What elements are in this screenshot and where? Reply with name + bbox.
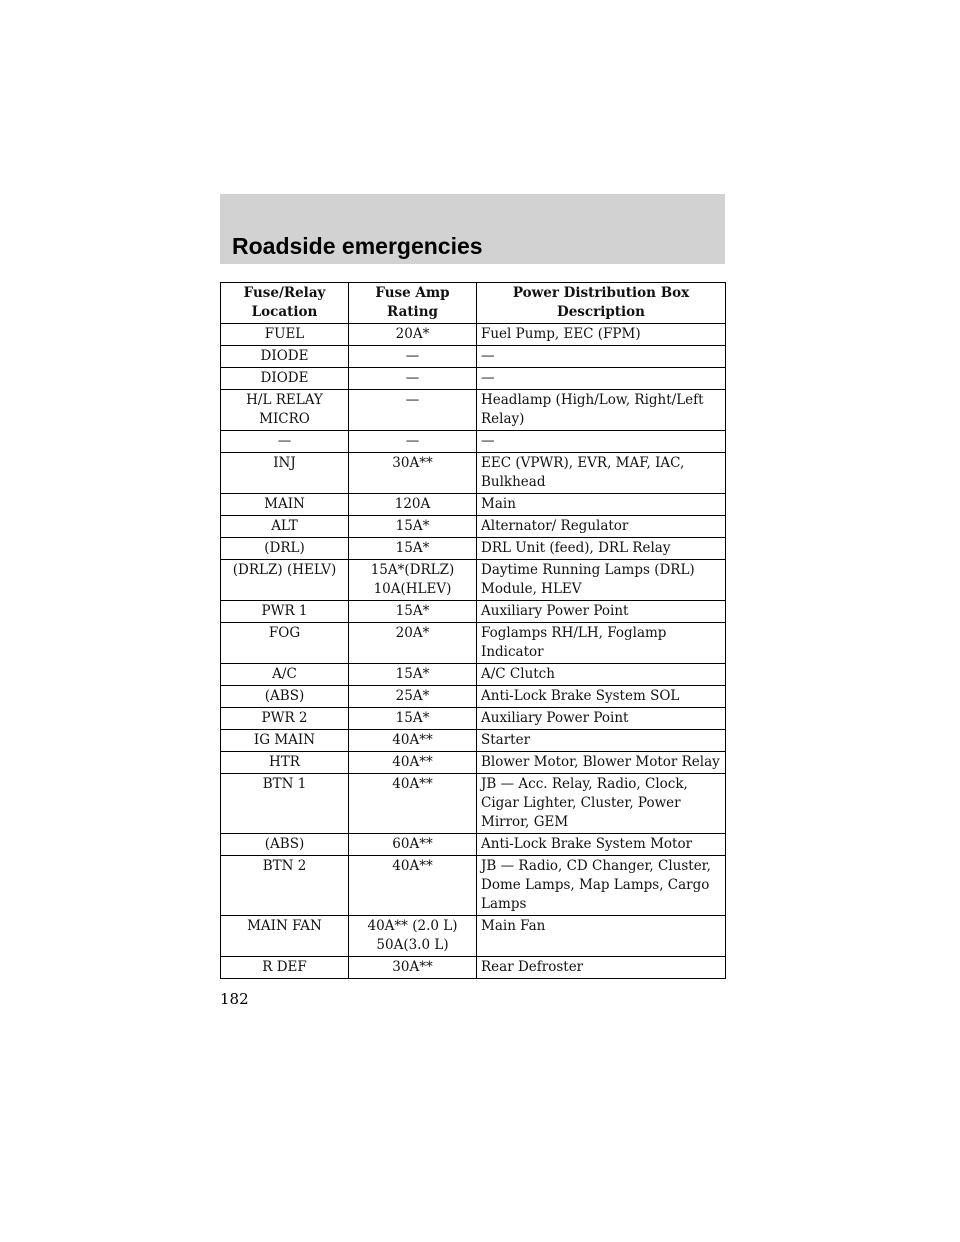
table-row <box>221 538 726 560</box>
fuse-description-cell: Main Fan <box>477 916 726 957</box>
fuse-location-cell: A/C <box>221 664 349 686</box>
fuse-description-cell: — <box>477 431 726 453</box>
fuse-description-cell: Headlamp (High/Low, Right/Left Relay) <box>477 390 726 431</box>
fuse-description-cell: Anti-Lock Brake System SOL <box>477 686 726 708</box>
fuse-location-cell: PWR 2 <box>221 708 349 730</box>
table-row <box>221 560 726 601</box>
fuse-table <box>220 282 726 979</box>
table-row <box>221 324 726 346</box>
fuse-rating-cell: — <box>349 346 477 368</box>
fuse-location-cell: FUEL <box>221 324 349 346</box>
fuse-description-cell: Foglamps RH/LH, Foglamp Indicator <box>477 623 726 664</box>
table-row <box>221 774 726 834</box>
fuse-location-cell: HTR <box>221 752 349 774</box>
fuse-location-cell: BTN 2 <box>221 856 349 916</box>
fuse-description-cell: Anti-Lock Brake System Motor <box>477 834 726 856</box>
fuse-rating-cell: — <box>349 368 477 390</box>
fuse-rating-cell: — <box>349 431 477 453</box>
fuse-description-cell: Rear Defroster <box>477 957 726 979</box>
fuse-description-cell: Auxiliary Power Point <box>477 708 726 730</box>
fuse-rating-cell: 60A** <box>349 834 477 856</box>
fuse-rating-cell: 15A* <box>349 708 477 730</box>
fuse-rating-cell: 20A* <box>349 324 477 346</box>
table-row <box>221 730 726 752</box>
fuse-location-cell: — <box>221 431 349 453</box>
table-row <box>221 368 726 390</box>
fuse-location-cell: MAIN FAN <box>221 916 349 957</box>
fuse-rating-cell: 15A* <box>349 516 477 538</box>
table-row <box>221 601 726 623</box>
fuse-description-cell: — <box>477 368 726 390</box>
fuse-description-cell: EEC (VPWR), EVR, MAF, IAC, Bulkhead <box>477 453 726 494</box>
table-row <box>221 664 726 686</box>
table-row <box>221 957 726 979</box>
column-header-rating: Fuse Amp Rating <box>349 283 477 324</box>
fuse-location-cell: DIODE <box>221 368 349 390</box>
fuse-rating-cell: 25A* <box>349 686 477 708</box>
table-row <box>221 453 726 494</box>
fuse-location-cell: H/L RELAY MICRO <box>221 390 349 431</box>
fuse-rating-cell: 120A <box>349 494 477 516</box>
table-row <box>221 346 726 368</box>
column-header-description: Power Distribution Box Description <box>477 283 726 324</box>
fuse-location-cell: IG MAIN <box>221 730 349 752</box>
fuse-location-cell: MAIN <box>221 494 349 516</box>
fuse-rating-cell: 40A** <box>349 730 477 752</box>
table-row <box>221 494 726 516</box>
fuse-table-body <box>221 324 726 979</box>
fuse-description-cell: A/C Clutch <box>477 664 726 686</box>
column-header-location: Fuse/Relay Location <box>221 283 349 324</box>
table-row <box>221 686 726 708</box>
section-title: Roadside emergencies <box>232 233 483 259</box>
fuse-description-cell: Blower Motor, Blower Motor Relay <box>477 752 726 774</box>
fuse-location-cell: PWR 1 <box>221 601 349 623</box>
fuse-rating-cell: 15A* <box>349 664 477 686</box>
table-row <box>221 834 726 856</box>
fuse-description-cell: DRL Unit (feed), DRL Relay <box>477 538 726 560</box>
fuse-rating-cell: 20A* <box>349 623 477 664</box>
fuse-rating-cell: 15A* <box>349 538 477 560</box>
fuse-location-cell: (DRLZ) (HELV) <box>221 560 349 601</box>
fuse-location-cell: INJ <box>221 453 349 494</box>
fuse-location-cell: ALT <box>221 516 349 538</box>
table-row <box>221 916 726 957</box>
page-number: 182 <box>220 990 249 1008</box>
fuse-location-cell: DIODE <box>221 346 349 368</box>
fuse-rating-cell: 30A** <box>349 453 477 494</box>
fuse-description-cell: Auxiliary Power Point <box>477 601 726 623</box>
table-row <box>221 623 726 664</box>
fuse-location-cell: R DEF <box>221 957 349 979</box>
table-header-row <box>221 283 726 324</box>
fuse-rating-cell: 40A** (2.0 L) 50A(3.0 L) <box>349 916 477 957</box>
fuse-rating-cell: 40A** <box>349 752 477 774</box>
fuse-description-cell: Alternator/ Regulator <box>477 516 726 538</box>
table-row <box>221 752 726 774</box>
table-row <box>221 516 726 538</box>
fuse-description-cell: Fuel Pump, EEC (FPM) <box>477 324 726 346</box>
fuse-rating-cell: 40A** <box>349 774 477 834</box>
fuse-description-cell: Starter <box>477 730 726 752</box>
fuse-description-cell: — <box>477 346 726 368</box>
fuse-rating-cell: — <box>349 390 477 431</box>
fuse-description-cell: JB — Acc. Relay, Radio, Clock, Cigar Lighter, Cluster, Power Mirror, GEM <box>477 774 726 834</box>
fuse-rating-cell: 15A*(DRLZ) 10A(HLEV) <box>349 560 477 601</box>
table-row <box>221 431 726 453</box>
fuse-description-cell: JB — Radio, CD Changer, Cluster, Dome Lamps, Map Lamps, Cargo Lamps <box>477 856 726 916</box>
fuse-location-cell: (ABS) <box>221 686 349 708</box>
table-row <box>221 856 726 916</box>
fuse-location-cell: BTN 1 <box>221 774 349 834</box>
section-header <box>220 194 725 264</box>
fuse-location-cell: (DRL) <box>221 538 349 560</box>
fuse-location-cell: (ABS) <box>221 834 349 856</box>
table-row <box>221 708 726 730</box>
fuse-location-cell: FOG <box>221 623 349 664</box>
table-row <box>221 390 726 431</box>
fuse-rating-cell: 40A** <box>349 856 477 916</box>
fuse-description-cell: Main <box>477 494 726 516</box>
fuse-rating-cell: 30A** <box>349 957 477 979</box>
fuse-description-cell: Daytime Running Lamps (DRL) Module, HLEV <box>477 560 726 601</box>
fuse-rating-cell: 15A* <box>349 601 477 623</box>
